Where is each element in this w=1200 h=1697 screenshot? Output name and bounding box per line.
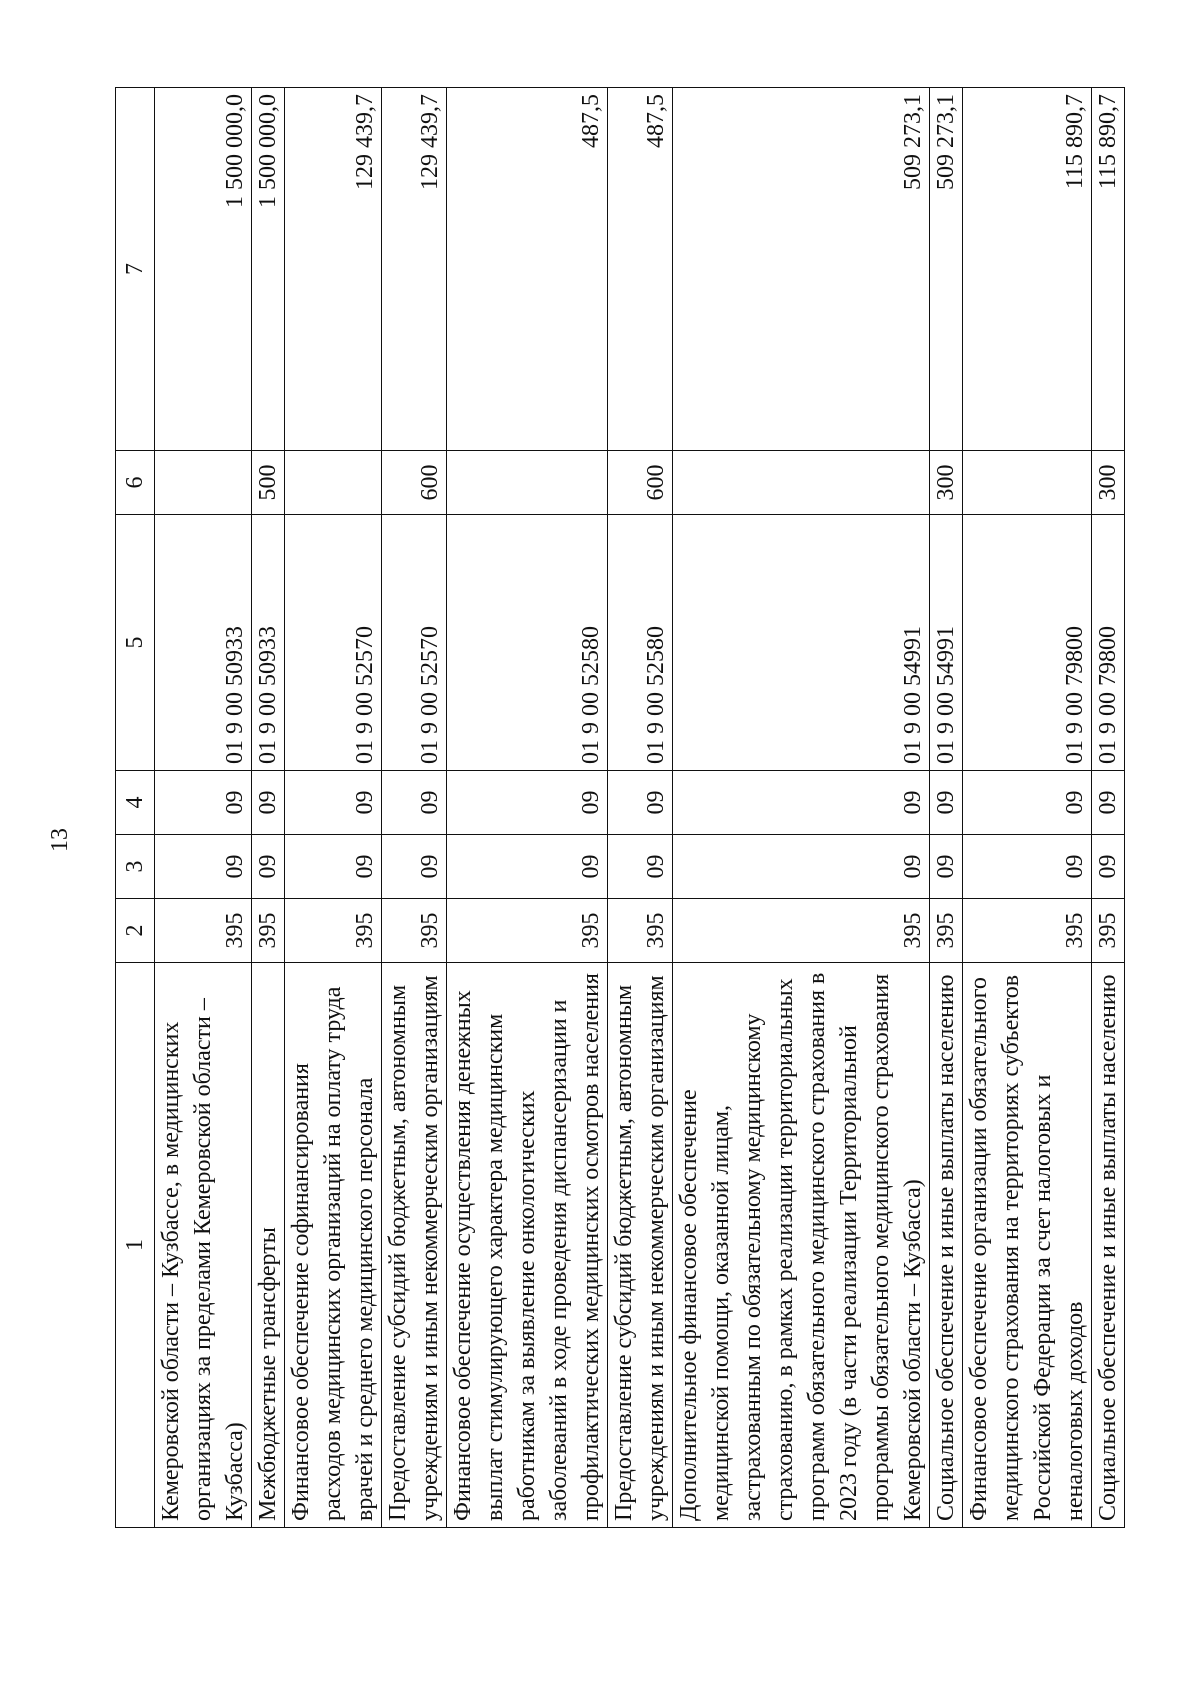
row-subsection: 09 (1092, 771, 1125, 835)
row-target-article: 01 9 00 52570 (285, 515, 382, 771)
row-subsection: 09 (930, 771, 963, 835)
table-row (608, 88, 673, 1528)
row-grbs: 395 (673, 899, 930, 963)
row-name: Предоставление субсидий бюджетным, автономным учреждениям и иным некоммерческим организациям (382, 963, 447, 1528)
row-expense-type: 600 (608, 451, 673, 515)
row-expense-type (963, 451, 1092, 515)
table-row (930, 88, 963, 1528)
row-subsection: 09 (447, 771, 608, 835)
row-subsection: 09 (673, 771, 930, 835)
row-name: Финансовое обеспечение софинансирования расходов медицинских организаций на оплату труда врачей и среднего медицинского персонала (285, 963, 382, 1528)
row-name: Предоставление субсидий бюджетным, автономным учреждениям и иным некоммерческим организациям (608, 963, 673, 1528)
header-cell: 7 (116, 88, 155, 451)
table-row (382, 88, 447, 1528)
row-subsection: 09 (608, 771, 673, 835)
row-subsection: 09 (155, 771, 252, 835)
table-row (963, 88, 1092, 1528)
table-row (285, 88, 382, 1528)
row-target-article: 01 9 00 50933 (155, 515, 252, 771)
row-target-article: 01 9 00 50933 (252, 515, 285, 771)
row-expense-type: 500 (252, 451, 285, 515)
row-section: 09 (930, 835, 963, 899)
row-target-article: 01 9 00 79800 (963, 515, 1092, 771)
row-target-article: 01 9 00 79800 (1092, 515, 1125, 771)
table-row (1092, 88, 1125, 1528)
row-expense-type (447, 451, 608, 515)
row-section: 09 (155, 835, 252, 899)
row-sum: 487,5 (447, 88, 608, 451)
row-sum: 1 500 000,0 (252, 88, 285, 451)
row-expense-type (155, 451, 252, 515)
row-target-article: 01 9 00 52570 (382, 515, 447, 771)
row-grbs: 395 (1092, 899, 1125, 963)
row-section: 09 (252, 835, 285, 899)
table-row (252, 88, 285, 1528)
row-sum: 509 273,1 (673, 88, 930, 451)
row-name: Дополнительное финансовое обеспечение медицинской помощи, оказанной лицам, застрахованным по обязательному медицинскому страхованию, в рамках реализации территориальных программ обязательного медицинского страхования в 2023 году (в части реализации Территориальной программы обязательного медицинского страхования Кемеровской области – Кузбасса) (673, 963, 930, 1528)
row-section: 09 (285, 835, 382, 899)
row-sum: 487,5 (608, 88, 673, 451)
row-subsection: 09 (382, 771, 447, 835)
row-sum: 115 890,7 (1092, 88, 1125, 451)
row-expense-type: 300 (1092, 451, 1125, 515)
row-name: Финансовое обеспечение осуществления денежных выплат стимулирующего характера медицинским работникам за выявление онкологических заболеваний в ходе проведения диспансеризации и профилактических медицинских осмотров населения (447, 963, 608, 1528)
row-target-article: 01 9 00 54991 (930, 515, 963, 771)
row-target-article: 01 9 00 52580 (608, 515, 673, 771)
row-grbs: 395 (447, 899, 608, 963)
row-subsection: 09 (285, 771, 382, 835)
row-section: 09 (673, 835, 930, 899)
row-grbs: 395 (608, 899, 673, 963)
row-subsection: 09 (963, 771, 1092, 835)
header-cell: 1 (116, 963, 155, 1528)
row-grbs: 395 (963, 899, 1092, 963)
page-number: 13 (47, 828, 73, 852)
row-subsection: 09 (252, 771, 285, 835)
row-expense-type: 300 (930, 451, 963, 515)
row-section: 09 (382, 835, 447, 899)
row-section: 09 (608, 835, 673, 899)
header-cell: 4 (116, 771, 155, 835)
budget-table (115, 87, 1125, 1528)
table-row (673, 88, 930, 1528)
row-section: 09 (963, 835, 1092, 899)
row-name: Кемеровской области – Кузбассе, в медицинских организациях за пределами Кемеровской области – Кузбасса) (155, 963, 252, 1528)
rotated-table-container (115, 88, 1135, 1528)
row-name: Социальное обеспечение и иные выплаты населению (930, 963, 963, 1528)
header-cell: 3 (116, 835, 155, 899)
row-sum: 129 439,7 (382, 88, 447, 451)
header-row (116, 88, 155, 1528)
row-sum: 129 439,7 (285, 88, 382, 451)
header-cell: 5 (116, 515, 155, 771)
table-row (447, 88, 608, 1528)
row-name: Социальное обеспечение и иные выплаты населению (1092, 963, 1125, 1528)
row-target-article: 01 9 00 54991 (673, 515, 930, 771)
row-sum: 509 273,1 (930, 88, 963, 451)
row-name: Межбюджетные трансферты (252, 963, 285, 1528)
row-target-article: 01 9 00 52580 (447, 515, 608, 771)
row-grbs: 395 (930, 899, 963, 963)
row-grbs: 395 (155, 899, 252, 963)
row-grbs: 395 (285, 899, 382, 963)
row-sum: 1 500 000,0 (155, 88, 252, 451)
row-name: Финансовое обеспечение организации обязательного медицинского страхования на территориях субъектов Российской Федерации за счет налоговых и неналоговых доходов (963, 963, 1092, 1528)
row-grbs: 395 (252, 899, 285, 963)
row-expense-type: 600 (382, 451, 447, 515)
row-sum: 115 890,7 (963, 88, 1092, 451)
header-cell: 6 (116, 451, 155, 515)
row-expense-type (285, 451, 382, 515)
row-section: 09 (447, 835, 608, 899)
header-cell: 2 (116, 899, 155, 963)
row-section: 09 (1092, 835, 1125, 899)
table-row (155, 88, 252, 1528)
row-grbs: 395 (382, 899, 447, 963)
row-expense-type (673, 451, 930, 515)
